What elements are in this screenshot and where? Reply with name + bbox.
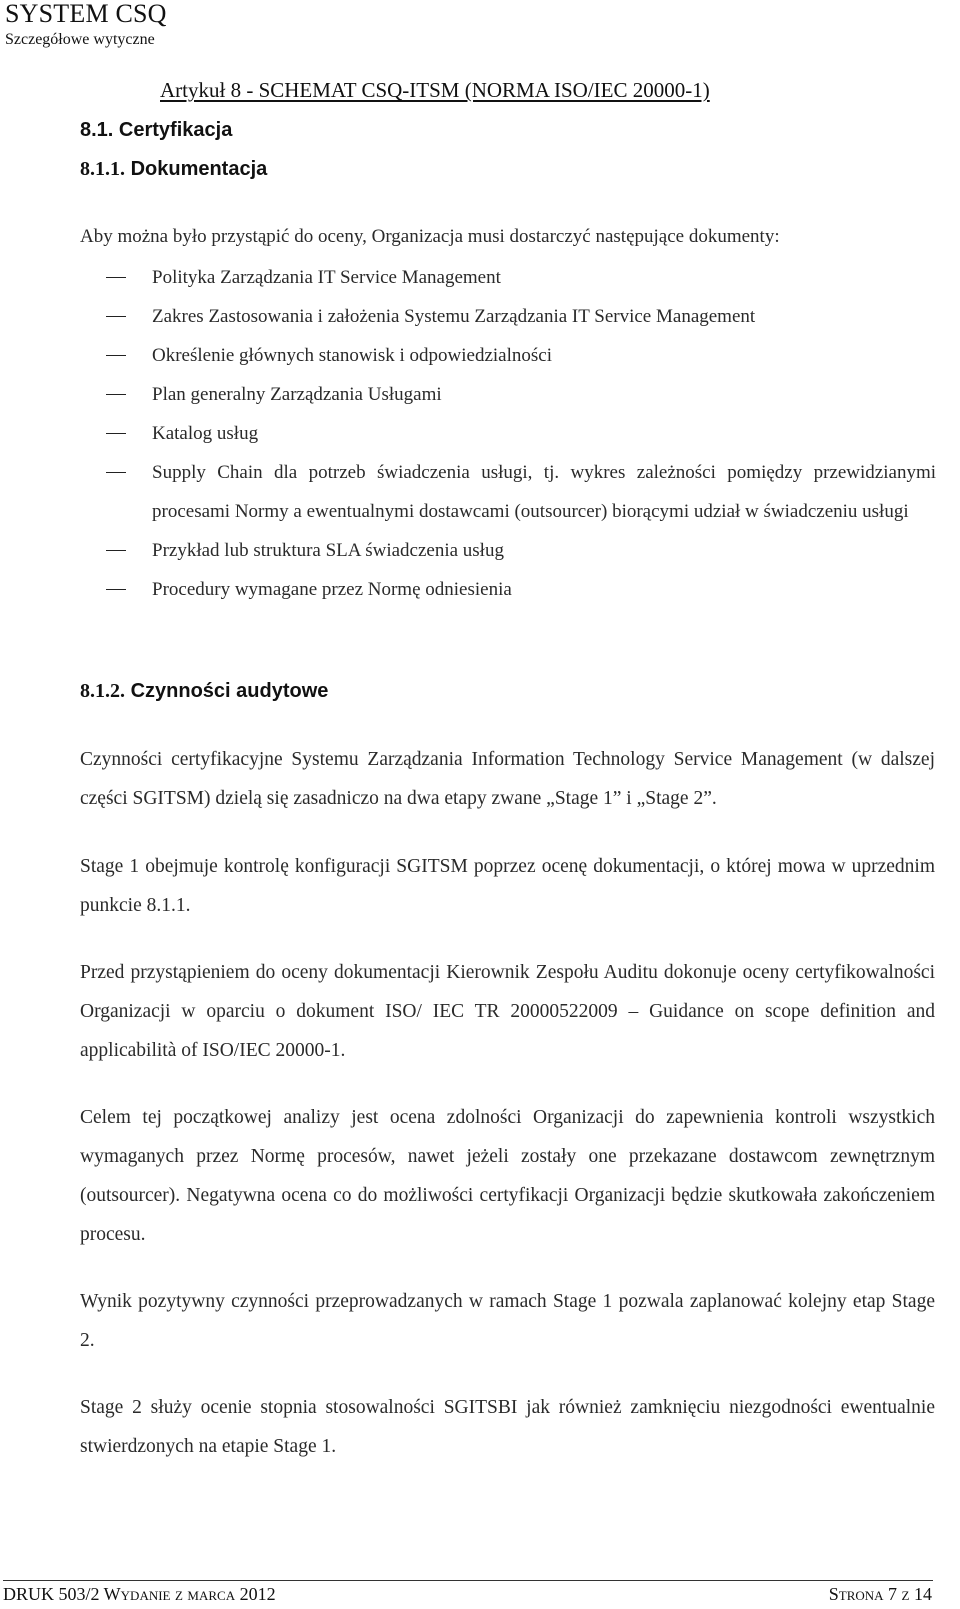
footer-divider: [3, 1580, 933, 1581]
subsection-title: Dokumentacja: [130, 158, 268, 180]
documents-list: [80, 258, 936, 609]
section-number: 8.1.: [80, 119, 114, 141]
article-title: Artykuł 8 - SCHEMAT CSQ-ITSM (NORMA ISO/IEC 20000-1): [160, 78, 710, 102]
paragraph: Celem tej początkowej analizy jest ocena zdolności Organizacji do zapewnienia kontroli wszystkich wymaganych przez Normę procesów, nawet jeżeli zostały one przekazane dostawcom zewnętrznym (outsourcer). Negatywna ocena co do możliwości certyfikacji Organizacji będzie skutkowała zakończeniem procesu.: [80, 1107, 935, 1245]
paragraph: Stage 2 służy ocenie stopnia stosowalności SGITSBI jak również zamknięciu niezgodności ewentualnie stwierdzonych na etapie Stage 1.: [80, 1397, 935, 1457]
list-item: Polityka Zarządzania IT Service Management: [80, 258, 936, 297]
subsection-number: 8.1.2.: [80, 680, 125, 702]
paragraph: Czynności certyfikacyjne Systemu Zarządzania Information Technology Service Management (w dalszej części SGITSM) dzielą się zasadniczo na dwa etapy zwane „Stage 1” i „Stage 2”.: [80, 749, 935, 809]
list-item: Określenie głównych stanowisk i odpowiedzialności: [80, 336, 936, 375]
paragraph: Przed przystąpieniem do oceny dokumentacji Kierownik Zespołu Auditu dokonuje oceny certyfikowalności Organizacji w oparciu o dokument ISO/ IEC TR 20000522009 – Guidance on scope definition and applicabilità of ISO/IEC 20000-1.: [80, 962, 935, 1061]
dash-bullet: [106, 316, 126, 317]
subsection-heading-audit: [80, 678, 328, 704]
footer-print-info: DRUK 503/2 Wydanie z marca 2012: [3, 1584, 276, 1604]
document-header: [5, 0, 167, 50]
subsection-title: Czynności audytowe: [130, 680, 329, 702]
documents-intro: Aby można było przystąpić do oceny, Organizacja musi dostarczyć następujące dokumenty:: [80, 226, 780, 247]
header-title: SYSTEM CSQ: [5, 0, 167, 28]
paragraph: Wynik pozytywny czynności przeprowadzanych w ramach Stage 1 pozwala zaplanować kolejny etap Stage 2.: [80, 1291, 935, 1351]
subsection-heading-documentation: [80, 156, 267, 182]
list-item: Zakres Zastosowania i założenia Systemu Zarządzania IT Service Management: [80, 297, 936, 336]
dash-bullet: [106, 433, 126, 434]
list-item: Supply Chain dla potrzeb świadczenia usługi, tj. wykres zależności pomiędzy przewidzianymi procesami Normy a ewentualnymi dostawcami (outsourcer) biorącymi udział w świadczeniu usługi: [80, 453, 936, 531]
list-item: Katalog usług: [80, 414, 936, 453]
section-title: Certyfikacja: [118, 119, 233, 141]
dash-bullet: [106, 472, 126, 473]
section-heading: [80, 117, 232, 143]
footer-page-number: Strona 7 z 14: [828, 1584, 932, 1604]
paragraph: Stage 1 obejmuje kontrolę konfiguracji SGITSM poprzez ocenę dokumentacji, o której mowa w uprzednim punkcie 8.1.1.: [80, 856, 935, 916]
dash-bullet: [106, 277, 126, 278]
dash-bullet: [106, 355, 126, 356]
dash-bullet: [106, 394, 126, 395]
dash-bullet: [106, 589, 126, 590]
list-item: Przykład lub struktura SLA świadczenia usług: [80, 531, 936, 570]
subsection-number: 8.1.1.: [80, 158, 125, 180]
list-item: Plan generalny Zarządzania Usługami: [80, 375, 936, 414]
dash-bullet: [106, 550, 126, 551]
list-item: Procedury wymagane przez Normę odniesienia: [80, 570, 936, 609]
header-subtitle: Szczegółowe wytyczne: [5, 31, 155, 48]
